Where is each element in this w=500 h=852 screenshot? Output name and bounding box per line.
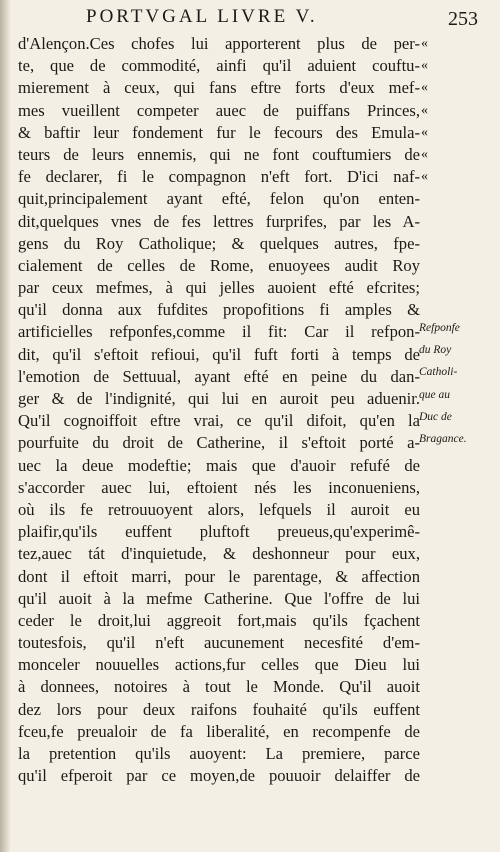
page-number: 253 <box>448 8 478 30</box>
text-line: dont il eftoit marri, pour le parentage, & affection <box>18 566 420 586</box>
marginal-note <box>419 317 499 450</box>
text-line: qu'il efperoit par ce moyen,de pouuoir delaiffer de <box>18 766 420 786</box>
text-line: l'emotion de Settuual, ayant efté en peine du dan- <box>18 366 420 386</box>
text-line: pourfuite du droit de Catherine, il s'eftoit porté a- <box>18 433 420 453</box>
text-line: la pretention qu'ils auoyent: La premiere, parce <box>18 744 420 763</box>
text-line: s'accorder auec lui, eftoient nés les inconueniens, <box>18 477 420 497</box>
quotation-mark: « <box>421 169 428 185</box>
text-line: où ils fe retrouuoyent alors, lefquels il auroit eu <box>18 499 420 519</box>
text-line: te, que de commodité, ainfi qu'il aduient couftu- <box>18 56 420 76</box>
quotation-mark: « <box>421 36 428 51</box>
text-line: gens du Roy Catholique; & quelques autres, fpe- <box>18 233 420 253</box>
text-line: ceder le droit,lui aggreoit fort,mais qu'ils fçachent <box>18 610 420 630</box>
text-line: qu'il donna aux fufdites propofitions fi amples & <box>18 300 420 320</box>
text-line: artificielles refponfes,comme il fit: Car il refpon- <box>18 322 420 342</box>
page-gutter-shadow <box>0 0 10 852</box>
margin-note-line: Bragance. <box>419 433 467 446</box>
text-line: teurs de leurs ennemis, qui ne font couftumiers de <box>18 144 420 164</box>
text-line: à donnees, notoires à tout le Monde. Qu'il auoit <box>18 677 420 697</box>
text-line: dez lors pour deux raifons fouhaité qu'ils euffent <box>18 699 420 719</box>
quotation-mark: « <box>421 58 428 74</box>
margin-note-line: Refponfe <box>419 322 460 334</box>
margin-note-line: Catholi- <box>419 366 458 379</box>
quotation-marks-column <box>421 33 437 188</box>
running-header: PORTVGAL LIVRE V. <box>86 6 318 27</box>
text-line: plaifir,qu'ils euffent pluftoft preueus,qu'experimê- <box>18 522 420 542</box>
quotation-mark: « <box>421 102 428 118</box>
text-line: ger & de l'indignité, qui lui en auroit peu aduenir. <box>18 389 420 408</box>
text-line: dit, qu'il s'eftoit refioui, qu'il fuft forti à temps de <box>18 344 420 364</box>
text-line: par ceux mefmes, à qui jelles auoient efté efcrites; <box>18 278 420 298</box>
text-line: qu'il auoit à la mefme Catherine. Que l'offre de lui <box>18 588 420 608</box>
text-line: d'Alençon.Ces chofes lui apporterent plus de per- <box>18 34 420 53</box>
text-line: monceler nouuelles actions,fur celles que Dieu lui <box>18 655 420 675</box>
text-line: dit,quelques vnes de fes lettres furprifes, par les A- <box>18 211 420 231</box>
text-line: cialement de celles de Rome, enuoyees audit Roy <box>18 255 420 275</box>
text-line: & baftir leur fondement fur le fecours des Emula- <box>18 122 420 142</box>
margin-note-line: Duc de <box>419 410 452 423</box>
text-line: uec la deue modeftie; mais que d'auoir refufé de <box>18 455 420 475</box>
text-line: mierement à ceux, qui fans eftre forts d'eux mef- <box>18 78 420 98</box>
text-line: fe declarer, fi le compagnon n'eft fort. D'ici naf- <box>18 167 420 187</box>
text-line: tez,auec tát d'inquietude, & deshonneur pour eux, <box>18 544 420 564</box>
margin-note-line: du Roy <box>419 344 452 357</box>
text-line: toutesfois, qu'il n'eft aucunement necesfité d'em- <box>18 633 420 653</box>
quotation-mark: « <box>421 124 428 140</box>
text-line: fceu,fe preualoir de fa liberalité, en recompenfe de <box>18 721 420 741</box>
main-text-block <box>18 33 420 787</box>
margin-note-line: que au <box>419 388 450 401</box>
text-line: mes vueillent competer auec de puiffans Princes, <box>18 100 420 120</box>
text-line: Qu'il cognoiffoit eftre vrai, ce qu'il difoit, qu'en la <box>18 411 420 431</box>
quotation-mark: « <box>421 80 428 96</box>
quotation-mark: « <box>421 146 428 162</box>
text-line: quit,principalement ayant efté, felon qu'on enten- <box>18 189 420 209</box>
